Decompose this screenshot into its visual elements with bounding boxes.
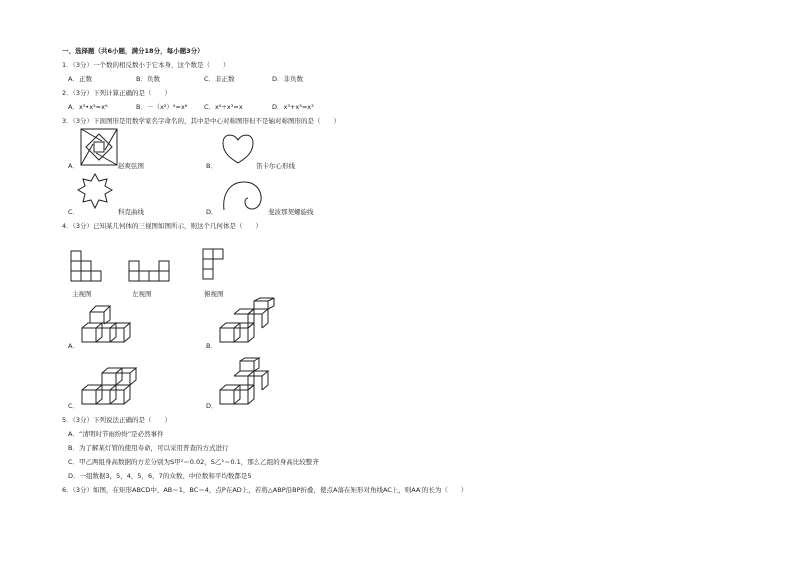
q3-option-a: A． bbox=[68, 162, 79, 170]
top-view-figure bbox=[202, 248, 236, 286]
q4-view-top: 俯视图 bbox=[204, 290, 224, 298]
zhao-shuang-figure bbox=[80, 128, 120, 168]
q5-option-b: B．为了解某灯管的使用寿命，可以采用普查的方式进行 bbox=[68, 444, 229, 452]
q3-caption-c: 科克曲线 bbox=[118, 208, 144, 216]
q1-stem: 1．（3分）一个数的相反数小于它本身，这个数是（ ） bbox=[62, 61, 230, 69]
fibonacci-spiral-figure bbox=[216, 176, 266, 212]
front-view-figure bbox=[70, 250, 104, 284]
q4-view-left: 左视图 bbox=[132, 290, 152, 298]
q3-option-d: D． bbox=[206, 208, 218, 216]
q4-option-c: C． bbox=[68, 402, 80, 410]
section-title: 一、选择题（共6小题，满分18分，每小题3分） bbox=[62, 47, 204, 55]
q3-stem: 3．（3分）下面图形是用数学家名字命名的，其中是中心对称图形但不是轴对称图形的是（ ） bbox=[62, 117, 341, 125]
q3-caption-a: 赵爽弦图 bbox=[118, 162, 144, 170]
q5-stem: 5．（3分）下列说法正确的是（ ） bbox=[62, 416, 172, 424]
q4-solid-b-figure bbox=[218, 298, 278, 346]
q2-option-b: B．－（x²）⁴=x⁶ bbox=[136, 103, 188, 111]
q5-option-a: A．“清明时节雨纷纷”是必然事件 bbox=[68, 430, 164, 438]
q5-option-d: D．一组数据3，5，4，5，6，7的众数、中位数和平均数都是5 bbox=[68, 472, 252, 480]
q4-option-a: A． bbox=[68, 342, 79, 350]
q4-stem: 4．（3分）已知某几何体的三视图如图所示，则这个几何体是（ ） bbox=[62, 222, 263, 230]
q4-option-d: D． bbox=[206, 402, 218, 410]
q1-option-b: B．负数 bbox=[136, 75, 160, 83]
cardioid-figure bbox=[220, 132, 256, 166]
q2-stem: 2．（3分）下列计算正确的是（ ） bbox=[62, 89, 172, 97]
q4-solid-a-figure bbox=[80, 302, 140, 346]
koch-curve-figure bbox=[76, 172, 116, 212]
q3-caption-d: 斐波那契螺旋线 bbox=[268, 208, 314, 216]
q4-solid-c-figure bbox=[80, 362, 150, 408]
q1-option-c: C．非正数 bbox=[204, 75, 235, 83]
q2-option-d: D．x³+x³=x³ bbox=[272, 103, 314, 111]
q2-option-c: C．x⁶÷x³=x bbox=[204, 103, 243, 111]
q4-option-b: B． bbox=[206, 342, 217, 350]
q4-view-front: 主视图 bbox=[72, 290, 92, 298]
q3-option-b: B． bbox=[206, 162, 217, 170]
q4-solid-d-figure bbox=[218, 358, 282, 408]
q5-option-c: C．甲乙两组身高数据的方差分别为S甲²＝0.02，S乙²＝0.1，那么乙组的身高比较整齐 bbox=[68, 458, 319, 466]
left-view-figure bbox=[128, 250, 178, 284]
q2-option-a: A．x³•x²=x⁶ bbox=[68, 103, 108, 111]
q1-option-d: D．非负数 bbox=[272, 75, 304, 83]
q1-option-a: A．正数 bbox=[68, 75, 92, 83]
q3-option-c: C． bbox=[68, 208, 80, 216]
q3-caption-b: 笛卡尔心形线 bbox=[256, 162, 295, 170]
q6-stem: 6．（3分）如图，在矩形ABCD中，AB＝1，BC＝4，点P在AD上，若将△ABP沿BP折叠，使点A落在矩形对角线AC上，则AA′的长为（ ） bbox=[62, 486, 468, 494]
